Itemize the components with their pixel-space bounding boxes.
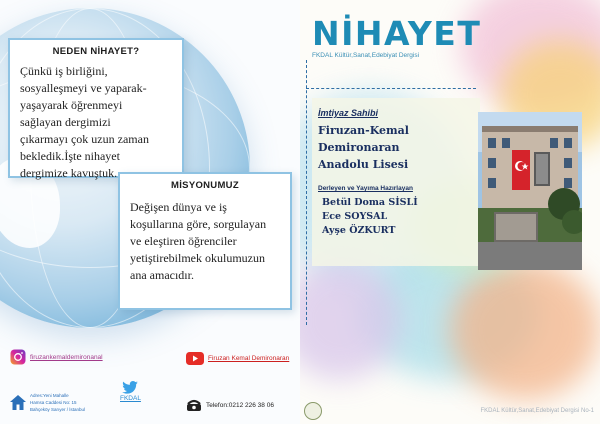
mission-text: Değişen dünya ve iş koşullarına göre, sorgulayan ve eleştiren öğrenciler yetiştirebilmek okulumuzun ana amacıdır. <box>130 200 267 282</box>
why-box <box>8 38 184 178</box>
mission-box <box>118 172 292 310</box>
dashed-divider <box>306 88 476 89</box>
mission-title: MİSYONUMUZ <box>171 180 239 191</box>
why-title: NEDEN NİHAYET? <box>52 46 140 57</box>
right-page <box>300 0 600 424</box>
credits-panel <box>312 98 480 266</box>
magazine-subtitle: FKDAL Kültür,Sanat,Edebiyat Dergisi <box>312 52 420 59</box>
twitter-handle: FKDAL <box>120 395 141 402</box>
phone-number: Telefon:0212 226 38 06 <box>206 401 274 409</box>
youtube-channel: Firuzan Kemal Demironaran <box>208 355 290 362</box>
magazine-title: NİHAYET <box>312 14 482 53</box>
footer-issue: FKDAL Kültür,Sanat,Edebiyat Dergisi No-1 <box>480 408 594 414</box>
school-name: Firuzan-Kemal Demironaran Anadolu Lisesi <box>318 124 409 171</box>
why-text: Çünkü iş birliğini, sosyalleşmeyi ve yaparak- yaşayarak öğrenmeyi sağlayan dergimizi çıkarmayı çok uzun zaman bekledik.İşte nihayet dergimize kavuştuk. <box>20 64 149 180</box>
editor-names: Betül Doma SİSLİ Ece SOYSAL Ayşe ÖZKURT <box>322 197 418 236</box>
instagram-link[interactable] <box>10 349 103 365</box>
prep-label: Derleyen ve Yayıma Hazırlayan <box>318 185 413 192</box>
school-seal-logo <box>304 402 322 420</box>
youtube-link[interactable] <box>186 352 289 365</box>
twitter-link[interactable] <box>120 381 141 402</box>
school-building-illustration <box>478 112 582 270</box>
instagram-icon <box>10 349 26 365</box>
address-block <box>10 392 85 413</box>
phone-icon <box>186 398 202 412</box>
imtiyaz-label: İmtiyaz Sahibi <box>318 108 379 118</box>
twitter-icon <box>122 381 138 394</box>
home-icon <box>10 395 26 410</box>
dashed-divider <box>306 60 307 325</box>
school-building-photo <box>478 112 582 270</box>
address-text: Adres:Yeni Mahalle Hamsa Caddesi No: 15 Bahçeköy Sarıyer / İstanbul <box>30 393 86 412</box>
youtube-icon <box>186 352 204 365</box>
watercolor-splash <box>450 260 600 400</box>
instagram-handle: firuzankemaldemironanal <box>30 353 103 361</box>
phone-block <box>186 398 274 412</box>
